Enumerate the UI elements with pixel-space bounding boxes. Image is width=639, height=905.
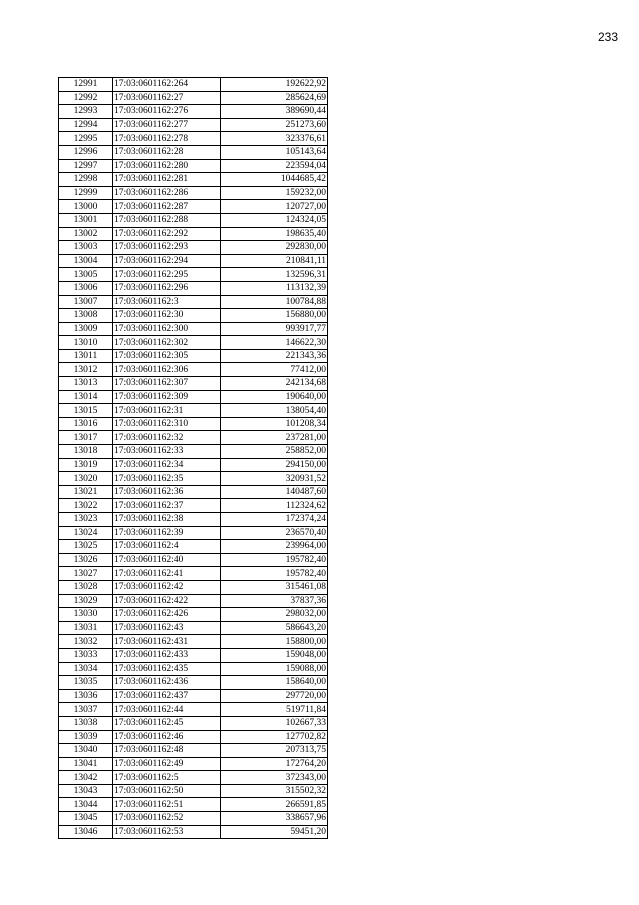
value-cell: 221343,36 — [221, 349, 328, 363]
row-number-cell: 13016 — [59, 417, 113, 431]
row-number-cell: 13011 — [59, 349, 113, 363]
cadastral-number-cell: 17:03:0601162:436 — [113, 676, 221, 690]
row-number-cell: 13006 — [59, 281, 113, 295]
cadastral-number-cell: 17:03:0601162:31 — [113, 404, 221, 418]
value-cell: 172374,24 — [221, 513, 328, 527]
row-number-cell: 13046 — [59, 825, 113, 839]
value-cell: 297720,00 — [221, 689, 328, 703]
cadastral-number-cell: 17:03:0601162:431 — [113, 635, 221, 649]
cadastral-number-cell: 17:03:0601162:277 — [113, 118, 221, 132]
table-row — [59, 159, 328, 173]
value-cell: 1044685,42 — [221, 173, 328, 187]
row-number-cell: 13025 — [59, 540, 113, 554]
cadastral-number-cell: 17:03:0601162:295 — [113, 268, 221, 282]
value-cell: 140487,60 — [221, 485, 328, 499]
row-number-cell: 13005 — [59, 268, 113, 282]
cadastral-number-cell: 17:03:0601162:38 — [113, 513, 221, 527]
value-cell: 195782,40 — [221, 567, 328, 581]
value-cell: 586643,20 — [221, 621, 328, 635]
table-row — [59, 499, 328, 513]
table-row — [59, 635, 328, 649]
value-cell: 159088,00 — [221, 662, 328, 676]
page-number: 233 — [598, 30, 619, 44]
value-cell: 112324,62 — [221, 499, 328, 513]
cadastral-number-cell: 17:03:0601162:49 — [113, 757, 221, 771]
table-row — [59, 445, 328, 459]
cadastral-number-cell: 17:03:0601162:32 — [113, 431, 221, 445]
table-row — [59, 458, 328, 472]
value-cell: 372343,00 — [221, 771, 328, 785]
table-row — [59, 404, 328, 418]
cadastral-number-cell: 17:03:0601162:53 — [113, 825, 221, 839]
value-cell: 236570,40 — [221, 526, 328, 540]
row-number-cell: 13035 — [59, 676, 113, 690]
table-row — [59, 91, 328, 105]
table-row — [59, 689, 328, 703]
row-number-cell: 12997 — [59, 159, 113, 173]
value-cell: 239964,00 — [221, 540, 328, 554]
row-number-cell: 13001 — [59, 213, 113, 227]
cadastral-number-cell: 17:03:0601162:51 — [113, 798, 221, 812]
row-number-cell: 13008 — [59, 309, 113, 323]
cadastral-number-cell: 17:03:0601162:296 — [113, 281, 221, 295]
row-number-cell: 13018 — [59, 445, 113, 459]
value-cell: 158640,00 — [221, 676, 328, 690]
table-row — [59, 648, 328, 662]
row-number-cell: 13002 — [59, 227, 113, 241]
row-number-cell: 12994 — [59, 118, 113, 132]
value-cell: 315502,32 — [221, 784, 328, 798]
cadastral-number-cell: 17:03:0601162:437 — [113, 689, 221, 703]
cadastral-number-cell: 17:03:0601162:435 — [113, 662, 221, 676]
table-row — [59, 771, 328, 785]
value-cell: 315461,08 — [221, 580, 328, 594]
cadastral-number-cell: 17:03:0601162:433 — [113, 648, 221, 662]
cadastral-number-cell: 17:03:0601162:307 — [113, 377, 221, 391]
value-cell: 285624,69 — [221, 91, 328, 105]
value-cell: 210841,11 — [221, 254, 328, 268]
table-row — [59, 417, 328, 431]
table-row — [59, 349, 328, 363]
cadastral-number-cell: 17:03:0601162:302 — [113, 336, 221, 350]
cadastral-number-cell: 17:03:0601162:426 — [113, 608, 221, 622]
table-row — [59, 268, 328, 282]
cadastral-number-cell: 17:03:0601162:50 — [113, 784, 221, 798]
value-cell: 124324,05 — [221, 213, 328, 227]
row-number-cell: 13032 — [59, 635, 113, 649]
cadastral-number-cell: 17:03:0601162:30 — [113, 309, 221, 323]
cadastral-number-cell: 17:03:0601162:293 — [113, 241, 221, 255]
table-row — [59, 309, 328, 323]
row-number-cell: 13023 — [59, 513, 113, 527]
value-cell: 158800,00 — [221, 635, 328, 649]
table-row — [59, 173, 328, 187]
value-cell: 237281,00 — [221, 431, 328, 445]
table-row — [59, 784, 328, 798]
cadastral-number-cell: 17:03:0601162:264 — [113, 78, 221, 92]
cadastral-number-cell: 17:03:0601162:280 — [113, 159, 221, 173]
cadastral-number-cell: 17:03:0601162:287 — [113, 200, 221, 214]
row-number-cell: 12993 — [59, 105, 113, 119]
value-cell: 190640,00 — [221, 390, 328, 404]
cadastral-number-cell: 17:03:0601162:306 — [113, 363, 221, 377]
value-cell: 105143,64 — [221, 145, 328, 159]
table-row — [59, 608, 328, 622]
table-row — [59, 472, 328, 486]
row-number-cell: 13028 — [59, 580, 113, 594]
table-row — [59, 295, 328, 309]
value-cell: 120727,00 — [221, 200, 328, 214]
row-number-cell: 13014 — [59, 390, 113, 404]
value-cell: 993917,77 — [221, 322, 328, 336]
value-cell: 294150,00 — [221, 458, 328, 472]
table-row — [59, 485, 328, 499]
table-row — [59, 132, 328, 146]
value-cell: 37837,36 — [221, 594, 328, 608]
table-row — [59, 703, 328, 717]
cadastral-number-cell: 17:03:0601162:292 — [113, 227, 221, 241]
row-number-cell: 12992 — [59, 91, 113, 105]
value-cell: 207313,75 — [221, 744, 328, 758]
value-cell: 320931,52 — [221, 472, 328, 486]
table-row — [59, 336, 328, 350]
row-number-cell: 13036 — [59, 689, 113, 703]
row-number-cell: 13040 — [59, 744, 113, 758]
value-cell: 292830,00 — [221, 241, 328, 255]
cadastral-number-cell: 17:03:0601162:42 — [113, 580, 221, 594]
value-cell: 159048,00 — [221, 648, 328, 662]
row-number-cell: 13003 — [59, 241, 113, 255]
value-cell: 251273,60 — [221, 118, 328, 132]
table-row — [59, 744, 328, 758]
row-number-cell: 12991 — [59, 78, 113, 92]
value-cell: 198635,40 — [221, 227, 328, 241]
value-cell: 323376,61 — [221, 132, 328, 146]
cadastral-number-cell: 17:03:0601162:33 — [113, 445, 221, 459]
cadastral-number-cell: 17:03:0601162:36 — [113, 485, 221, 499]
row-number-cell: 13030 — [59, 608, 113, 622]
table-row — [59, 540, 328, 554]
row-number-cell: 13012 — [59, 363, 113, 377]
value-cell: 298032,00 — [221, 608, 328, 622]
row-number-cell: 13007 — [59, 295, 113, 309]
cadastral-number-cell: 17:03:0601162:4 — [113, 540, 221, 554]
row-number-cell: 12996 — [59, 145, 113, 159]
row-number-cell: 13039 — [59, 730, 113, 744]
value-cell: 519711,84 — [221, 703, 328, 717]
row-number-cell: 13041 — [59, 757, 113, 771]
cadastral-number-cell: 17:03:0601162:278 — [113, 132, 221, 146]
cadastral-number-cell: 17:03:0601162:44 — [113, 703, 221, 717]
row-number-cell: 13024 — [59, 526, 113, 540]
table-row — [59, 730, 328, 744]
cadastral-number-cell: 17:03:0601162:41 — [113, 567, 221, 581]
cadastral-number-cell: 17:03:0601162:422 — [113, 594, 221, 608]
value-cell: 172764,20 — [221, 757, 328, 771]
cadastral-number-cell: 17:03:0601162:46 — [113, 730, 221, 744]
row-number-cell: 13004 — [59, 254, 113, 268]
table-row — [59, 254, 328, 268]
row-number-cell: 13021 — [59, 485, 113, 499]
table-row — [59, 186, 328, 200]
cadastral-number-cell: 17:03:0601162:281 — [113, 173, 221, 187]
table-row — [59, 431, 328, 445]
value-cell: 132596,31 — [221, 268, 328, 282]
row-number-cell: 13022 — [59, 499, 113, 513]
value-cell: 195782,40 — [221, 553, 328, 567]
table-row — [59, 227, 328, 241]
table-row — [59, 377, 328, 391]
value-cell: 266591,85 — [221, 798, 328, 812]
row-number-cell: 13043 — [59, 784, 113, 798]
cadastral-number-cell: 17:03:0601162:305 — [113, 349, 221, 363]
data-table — [58, 77, 328, 839]
row-number-cell: 13034 — [59, 662, 113, 676]
row-number-cell: 13000 — [59, 200, 113, 214]
cadastral-number-cell: 17:03:0601162:39 — [113, 526, 221, 540]
table-row — [59, 716, 328, 730]
row-number-cell: 13033 — [59, 648, 113, 662]
cadastral-number-cell: 17:03:0601162:300 — [113, 322, 221, 336]
table-row — [59, 281, 328, 295]
table-row — [59, 798, 328, 812]
table-row — [59, 553, 328, 567]
row-number-cell: 13009 — [59, 322, 113, 336]
table-body — [59, 78, 328, 839]
value-cell: 389690,44 — [221, 105, 328, 119]
cadastral-number-cell: 17:03:0601162:34 — [113, 458, 221, 472]
value-cell: 338657,96 — [221, 812, 328, 826]
cadastral-number-cell: 17:03:0601162:43 — [113, 621, 221, 635]
row-number-cell: 13010 — [59, 336, 113, 350]
value-cell: 102667,33 — [221, 716, 328, 730]
row-number-cell: 12998 — [59, 173, 113, 187]
table-row — [59, 78, 328, 92]
table-row — [59, 322, 328, 336]
row-number-cell: 13017 — [59, 431, 113, 445]
value-cell: 138054,40 — [221, 404, 328, 418]
value-cell: 223594,04 — [221, 159, 328, 173]
cadastral-number-cell: 17:03:0601162:288 — [113, 213, 221, 227]
cadastral-number-cell: 17:03:0601162:310 — [113, 417, 221, 431]
cadastral-number-cell: 17:03:0601162:27 — [113, 91, 221, 105]
table-row — [59, 812, 328, 826]
row-number-cell: 12999 — [59, 186, 113, 200]
cadastral-number-cell: 17:03:0601162:45 — [113, 716, 221, 730]
value-cell: 59451,20 — [221, 825, 328, 839]
value-cell: 242134,68 — [221, 377, 328, 391]
cadastral-number-cell: 17:03:0601162:52 — [113, 812, 221, 826]
table-row — [59, 145, 328, 159]
value-cell: 258852,00 — [221, 445, 328, 459]
table-row — [59, 825, 328, 839]
row-number-cell: 13045 — [59, 812, 113, 826]
value-cell: 77412,00 — [221, 363, 328, 377]
row-number-cell: 13029 — [59, 594, 113, 608]
cadastral-number-cell: 17:03:0601162:37 — [113, 499, 221, 513]
value-cell: 113132,39 — [221, 281, 328, 295]
cadastral-number-cell: 17:03:0601162:294 — [113, 254, 221, 268]
value-cell: 101208,34 — [221, 417, 328, 431]
row-number-cell: 12995 — [59, 132, 113, 146]
cadastral-number-cell: 17:03:0601162:28 — [113, 145, 221, 159]
row-number-cell: 13019 — [59, 458, 113, 472]
cadastral-number-cell: 17:03:0601162:3 — [113, 295, 221, 309]
table-row — [59, 676, 328, 690]
row-number-cell: 13037 — [59, 703, 113, 717]
row-number-cell: 13031 — [59, 621, 113, 635]
cadastral-number-cell: 17:03:0601162:286 — [113, 186, 221, 200]
value-cell: 159232,00 — [221, 186, 328, 200]
table-row — [59, 594, 328, 608]
value-cell: 127702,82 — [221, 730, 328, 744]
table-row — [59, 241, 328, 255]
row-number-cell: 13015 — [59, 404, 113, 418]
table-row — [59, 363, 328, 377]
table-row — [59, 213, 328, 227]
table-row — [59, 390, 328, 404]
cadastral-number-cell: 17:03:0601162:40 — [113, 553, 221, 567]
table-row — [59, 513, 328, 527]
table-row — [59, 105, 328, 119]
row-number-cell: 13027 — [59, 567, 113, 581]
cadastral-number-cell: 17:03:0601162:276 — [113, 105, 221, 119]
table-row — [59, 200, 328, 214]
value-cell: 156880,00 — [221, 309, 328, 323]
value-cell: 100784,88 — [221, 295, 328, 309]
row-number-cell: 13013 — [59, 377, 113, 391]
row-number-cell: 13026 — [59, 553, 113, 567]
table-row — [59, 526, 328, 540]
value-cell: 146622,30 — [221, 336, 328, 350]
table-row — [59, 118, 328, 132]
row-number-cell: 13020 — [59, 472, 113, 486]
table-row — [59, 662, 328, 676]
cadastral-number-cell: 17:03:0601162:35 — [113, 472, 221, 486]
table-row — [59, 757, 328, 771]
cadastral-number-cell: 17:03:0601162:309 — [113, 390, 221, 404]
row-number-cell: 13038 — [59, 716, 113, 730]
cadastral-number-cell: 17:03:0601162:5 — [113, 771, 221, 785]
table-row — [59, 580, 328, 594]
table-row — [59, 567, 328, 581]
row-number-cell: 13044 — [59, 798, 113, 812]
value-cell: 192622,92 — [221, 78, 328, 92]
row-number-cell: 13042 — [59, 771, 113, 785]
cadastral-number-cell: 17:03:0601162:48 — [113, 744, 221, 758]
table-row — [59, 621, 328, 635]
